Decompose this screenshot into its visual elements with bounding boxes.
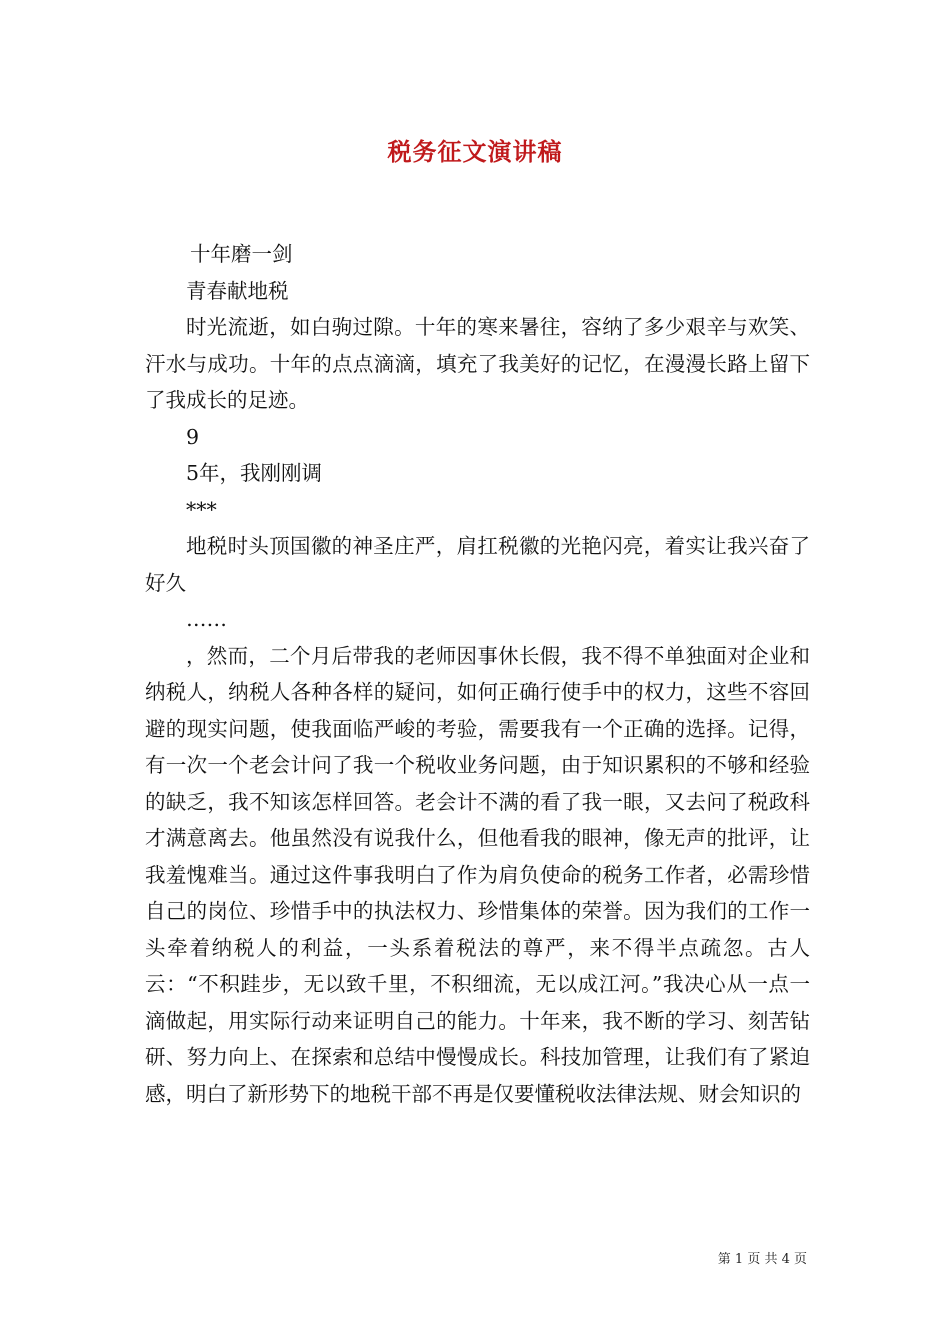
- body-paragraph: 5年，我刚刚调: [186, 461, 323, 485]
- body-paragraph: ***: [186, 497, 217, 522]
- body-paragraph: 地税时头顶国徽的神圣庄严，肩扛税徽的光艳闪亮，着实让我兴奋了好久: [145, 534, 810, 595]
- subtitle-line-1: 十年磨一剑: [190, 242, 293, 266]
- page-number-footer: 第 1 页 共 4 页: [717, 1252, 807, 1267]
- body-paragraph: ，然而，二个月后带我的老师因事休长假，我不得不单独面对企业和纳税人，纳税人各种各样的疑问，如何正确行使手中的权力，这些不容回避的现实问题，使我面临严峻的考验，需要我有一个正确的选择。记得，有一次一个老会计问了我一个税收业务问题，由于知识累积的不够和经验的缺乏，我不知该怎样回答。老会计不满的看了我一眼，又去问了税政科才满意离去。他虽然没有说我什么，但他看我的眼神，像无声的批评，让我羞愧难当。通过这件事我明白了作为肩负使命的税务工作者，必需珍惜自己的岗位、珍惜手中的执法权力、珍惜集体的荣誉。因为我们的工作一头牵着纳税人的利益，一头系着税法的尊严，来不得半点疏忽。古人云：“不积跬步，无以致千里，不积细流，无以成江河。”我决心从一点一滴做起，用实际行动来证明自己的能力。十年来，我不断的学习、刻苦钻研、努力向上、在探索和总结中慢慢成长。科技加管理，让我们有了紧迫感，明白了新形势下的地税干部不再是仅要懂税收法律法规、财会知识的: [145, 643, 810, 1106]
- document-body: [145, 236, 810, 1112]
- body-paragraph: 时光流逝，如白驹过隙。十年的寒来暑往，容纳了多少艰辛与欢笑、汗水与成功。十年的点点滴滴，填充了我美好的记忆，在漫漫长路上留下了我成长的足迹。: [145, 315, 810, 412]
- body-paragraph: 9: [186, 424, 200, 449]
- subtitle-line-2: 青春献地税: [186, 278, 289, 303]
- document-title: 税务征文演讲稿: [387, 137, 563, 166]
- body-paragraph: ……: [186, 607, 227, 631]
